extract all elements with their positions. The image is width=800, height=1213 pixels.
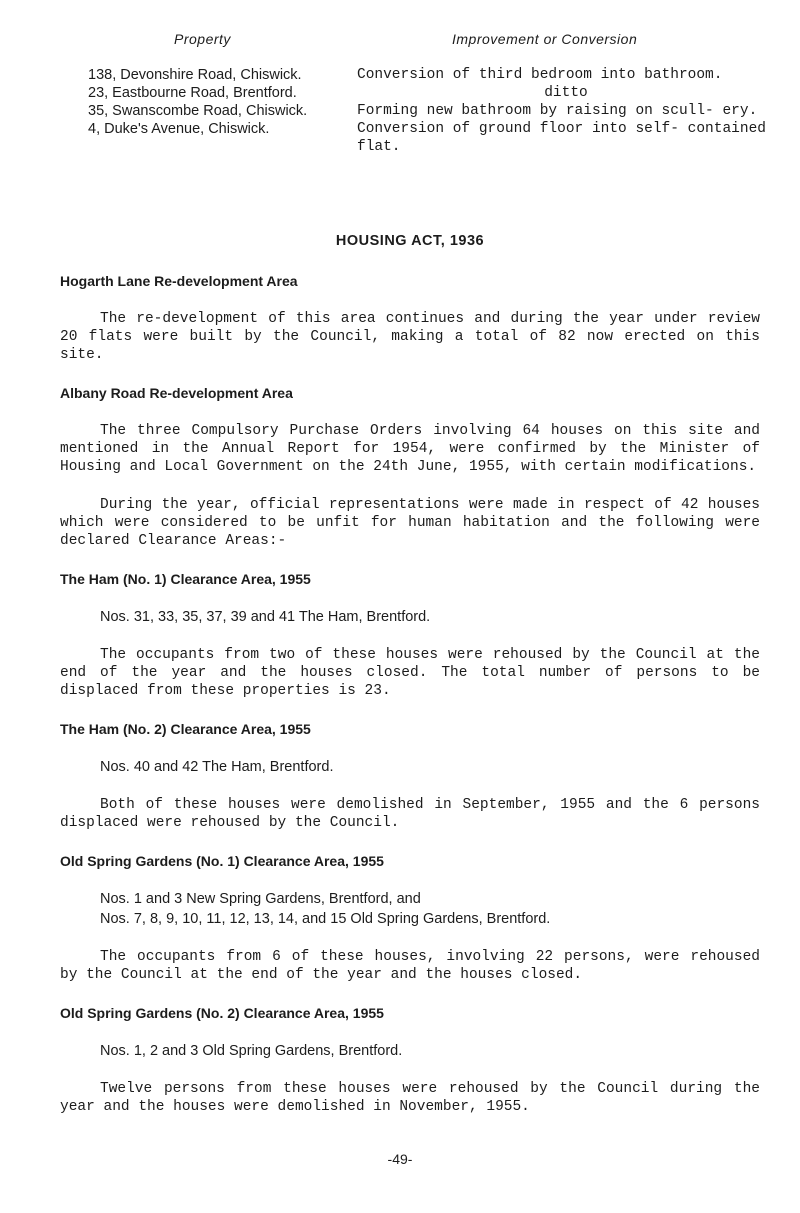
table-column-headers: [0, 30, 800, 50]
paragraph: The re-development of this area continues and during the year under review 20 flats were built by the Council, making a total of 82 now erected on this site.: [60, 311, 760, 363]
table-row: [0, 66, 800, 84]
subsection-title: Old Spring Gardens (No. 2) Clearance Area, 1955: [60, 1005, 384, 1021]
subsection-title: The Ham (No. 1) Clearance Area, 1955: [60, 571, 311, 587]
improvement-cell: Conversion of ground floor into self- contained flat.: [357, 121, 766, 155]
house-list: Nos. 40 and 42 The Ham, Brentford.: [100, 759, 334, 775]
property-cell: 23, Eastbourne Road, Brentford.: [88, 85, 297, 101]
house-list: Nos. 1, 2 and 3 Old Spring Gardens, Brentford.: [100, 1043, 403, 1059]
table-row: [0, 120, 800, 156]
house-list: Nos. 31, 33, 35, 37, 39 and 41 The Ham, Brentford.: [100, 609, 431, 625]
house-list: Nos. 7, 8, 9, 10, 11, 12, 13, 14, and 15 Old Spring Gardens, Brentford.: [100, 911, 551, 927]
paragraph: Twelve persons from these houses were rehoused by the Council during the year and the houses were demolished in November, 1955.: [60, 1081, 760, 1115]
section-title: HOUSING ACT, 1936: [335, 233, 485, 249]
paragraph: The three Compulsory Purchase Orders involving 64 houses on this site and mentioned in the Annual Report for 1954, were confirmed by the Minister of Housing and Local Government on the 24th June, 1955, with certain modifications.: [60, 423, 760, 475]
property-cell: 138, Devonshire Road, Chiswick.: [88, 67, 302, 83]
improvement-cell: Conversion of third bedroom into bathroom.: [357, 67, 723, 83]
paragraph: Both of these houses were demolished in September, 1955 and the 6 persons displaced were rehoused by the Council.: [60, 797, 760, 831]
subsection-title: Old Spring Gardens (No. 1) Clearance Area, 1955: [60, 853, 384, 869]
improvement-column-header: Improvement or Conversion: [452, 31, 638, 47]
paragraph: During the year, official representations were made in respect of 42 houses which were considered to be unfit for human habitation and the following were declared Clearance Areas:-: [60, 497, 760, 549]
improvement-cell: Forming new bathroom by raising on scull- ery.: [357, 103, 758, 119]
improvement-cell: ditto: [544, 85, 588, 101]
paragraph: The occupants from two of these houses were rehoused by the Council at the end of the year and the houses closed. The total number of persons to be displaced from these properties is 23.: [60, 647, 760, 699]
page-number: -49-: [387, 1151, 413, 1167]
subsection-title: Albany Road Re-development Area: [60, 385, 293, 401]
paragraph: The occupants from 6 of these houses, involving 22 persons, were rehoused by the Council at the end of the year and the houses closed.: [60, 949, 760, 983]
subsection-title: The Ham (No. 2) Clearance Area, 1955: [60, 721, 311, 737]
subsection-title: Hogarth Lane Re-development Area: [60, 273, 298, 289]
property-column-header: Property: [174, 31, 231, 47]
property-cell: 4, Duke's Avenue, Chiswick.: [88, 121, 270, 137]
table-row: [0, 84, 800, 102]
body-text: [60, 232, 760, 1136]
property-cell: 35, Swanscombe Road, Chiswick.: [88, 103, 308, 119]
property-improvement-table: [0, 66, 800, 156]
table-row: [0, 102, 800, 120]
house-list: Nos. 1 and 3 New Spring Gardens, Brentford, and: [100, 891, 421, 907]
